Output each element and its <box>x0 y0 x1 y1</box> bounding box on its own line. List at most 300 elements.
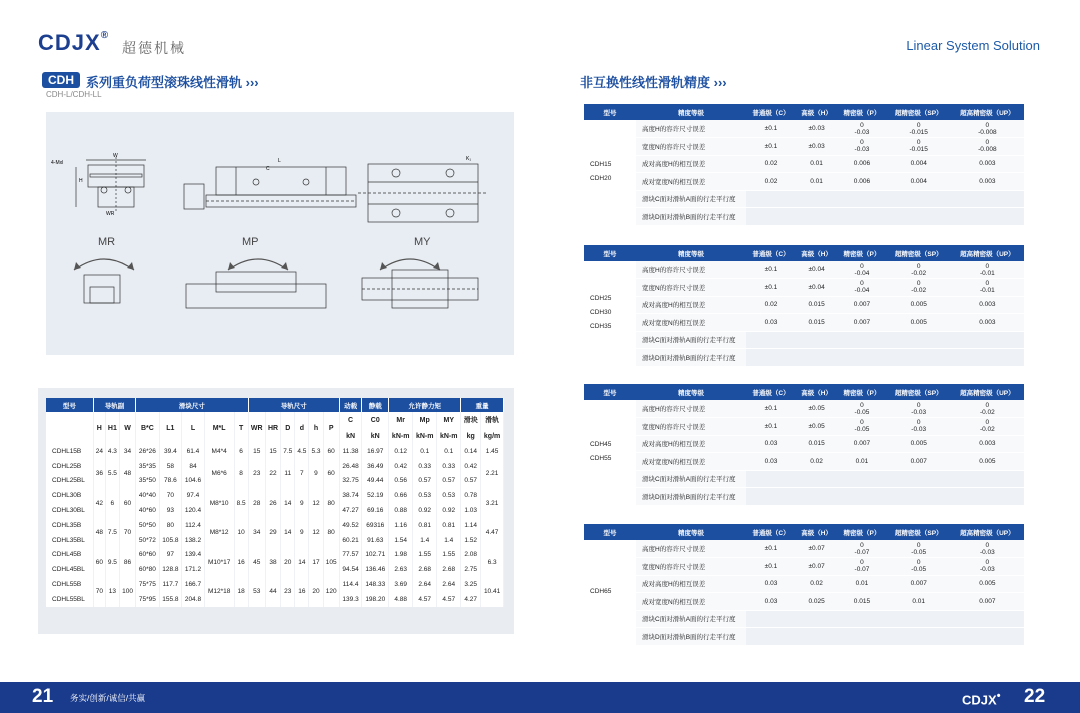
sub-header-cell: Mr <box>389 412 413 428</box>
cell-mp: 0.33 <box>413 459 437 474</box>
precision-empty-cell <box>746 470 1024 488</box>
sub-header-cell: D <box>281 412 295 444</box>
cell-p: 80 <box>323 518 339 548</box>
precision-value: 0.006 <box>837 155 886 173</box>
sub-header-cell: d <box>295 412 309 444</box>
precision-value: 0.015 <box>796 296 837 314</box>
cell-ml: M8*12 <box>204 518 234 548</box>
table-row <box>584 435 1024 453</box>
table-row <box>584 400 1024 418</box>
sub-header-cell: H1 <box>105 412 119 444</box>
cell-mp: 0.81 <box>413 518 437 533</box>
precision-row-label: 高度H的容许尺寸误差 <box>636 261 746 279</box>
logo-chinese: 超德机械 <box>122 40 186 56</box>
cell-rail: 1.45 <box>481 444 504 459</box>
table-row <box>584 208 1024 226</box>
sub-header-cell: 滑块 <box>461 412 481 428</box>
cell-blk: 0.78 <box>461 488 481 503</box>
precision-header-cell: 精密级（P） <box>837 524 886 540</box>
precision-value: ±0.1 <box>746 400 796 418</box>
precision-empty-cell <box>746 208 1024 226</box>
cell-d: 11 <box>281 459 295 489</box>
cell-mp: 2.68 <box>413 562 437 577</box>
page-number-right: 22 <box>1024 686 1046 707</box>
cell-h: 12 <box>309 518 323 548</box>
cell-hr: 22 <box>265 459 280 489</box>
cell-my: 0.81 <box>437 518 461 533</box>
precision-value: 0 -0.05 <box>887 540 951 558</box>
model-group-cell: CDH45 CDH55 <box>584 400 636 505</box>
table-row <box>584 279 1024 297</box>
cell-bc: 50*72 <box>136 533 159 548</box>
cell-blk: 1.03 <box>461 503 481 518</box>
cell-l: 61.4 <box>182 444 205 459</box>
table-row <box>584 349 1024 367</box>
precision-value: 0 -0.05 <box>837 400 886 418</box>
precision-row-label: 高度H的容许尺寸误差 <box>636 540 746 558</box>
label-my: MY <box>414 236 431 248</box>
precision-header-cell: 超精密级（SP） <box>887 104 951 120</box>
cell-w: 48 <box>119 459 135 489</box>
precision-value: ±0.03 <box>796 138 837 156</box>
cell-d: 14 <box>281 518 295 548</box>
precision-header-cell: 高级（H） <box>796 104 837 120</box>
cell-h: 48 <box>93 518 105 548</box>
cell-wr: 53 <box>248 577 265 607</box>
footer-slogan: 务实/创新/诚信/共赢 <box>70 693 146 703</box>
cell-c: 11.38 <box>339 444 362 459</box>
precision-value: ±0.04 <box>796 261 837 279</box>
technical-drawing <box>46 112 514 355</box>
cell-bc: 75*95 <box>136 592 159 607</box>
cell-mp: 0.53 <box>413 488 437 503</box>
precision-value: 0 -0.008 <box>951 138 1024 156</box>
precision-value: ±0.05 <box>796 418 837 436</box>
table-row <box>584 173 1024 191</box>
cell-l: 112.4 <box>182 518 205 533</box>
cell-mr: 0.12 <box>389 444 413 459</box>
precision-value: 0.005 <box>887 435 951 453</box>
table-row <box>584 418 1024 436</box>
cell-c: 77.57 <box>339 548 362 563</box>
spec-table <box>46 398 504 607</box>
precision-value: 0.006 <box>837 173 886 191</box>
cell-hr: 38 <box>265 548 280 578</box>
precision-value: 0 -0.03 <box>887 418 951 436</box>
sub-header-cell: W <box>119 412 135 444</box>
cell-w: 86 <box>119 548 135 578</box>
spec-subheader-row <box>46 412 504 428</box>
precision-value: 0 -0.03 <box>951 540 1024 558</box>
cell-c0: 52.19 <box>362 488 389 503</box>
cell-my: 0.57 <box>437 474 461 489</box>
unit-header-cell: kg/m <box>481 428 504 444</box>
precision-row-label: 滑块D面对滑轨B面的行走平行度 <box>636 488 746 506</box>
sub-header-cell: M*L <box>204 412 234 444</box>
label-l: L <box>278 158 281 164</box>
precision-value: 0.01 <box>837 453 886 471</box>
cell-my: 0.33 <box>437 459 461 474</box>
sub-header-cell: H <box>93 412 105 444</box>
table-row <box>584 138 1024 156</box>
cell-c: 32.75 <box>339 474 362 489</box>
cell-c0: 16.97 <box>362 444 389 459</box>
precision-value: 0.03 <box>746 314 796 332</box>
label-w: W <box>113 153 118 159</box>
cell-t: 8.5 <box>234 488 248 518</box>
label-mr: MR <box>98 236 116 248</box>
precision-value: ±0.05 <box>796 400 837 418</box>
cell-mp: 0.57 <box>413 474 437 489</box>
precision-row-label: 滑块C面对滑轨A面的行走平行度 <box>636 470 746 488</box>
model-group-cell: CDH15 CDH20 <box>584 120 636 225</box>
precision-row-label: 成对宽度N的相互误差 <box>636 453 746 471</box>
cell-l: 97.4 <box>182 488 205 503</box>
cell-c0: 148.33 <box>362 577 389 592</box>
col-static-load: 静载 <box>362 398 389 412</box>
cell-mp: 2.64 <box>413 577 437 592</box>
precision-header-cell: 超精密级（SP） <box>887 384 951 400</box>
cell-my: 0.92 <box>437 503 461 518</box>
precision-header-cell: 精密级（P） <box>837 104 886 120</box>
cell-d: 4.5 <box>295 444 309 459</box>
series-badge: CDH <box>42 72 80 88</box>
cell-my: 2.68 <box>437 562 461 577</box>
cell-h1: 4.3 <box>105 444 119 459</box>
precision-row-label: 滑块C面对滑轨A面的行走平行度 <box>636 190 746 208</box>
cell-c0: 49.44 <box>362 474 389 489</box>
cell-t: 6 <box>234 444 248 459</box>
cell-my: 0.53 <box>437 488 461 503</box>
cell-t: 16 <box>234 548 248 578</box>
precision-header-cell: 精度等级 <box>636 524 746 540</box>
cell-bc: 60*80 <box>136 562 159 577</box>
precision-value: 0 -0.02 <box>887 261 951 279</box>
precision-value: 0 -0.03 <box>887 400 951 418</box>
footer-bar <box>0 682 1080 713</box>
cell-h: 42 <box>93 488 105 518</box>
sub-header-cell: B*C <box>136 412 159 444</box>
cell-c: 26.48 <box>339 459 362 474</box>
precision-value: 0 -0.008 <box>951 120 1024 138</box>
cell-rail: 2.21 <box>481 459 504 489</box>
cell-c0: 36.49 <box>362 459 389 474</box>
cell-h1: 6 <box>105 488 119 518</box>
precision-header-cell: 超高精密级（UP） <box>951 524 1024 540</box>
model-cell: CDHL45B <box>46 548 93 563</box>
cell-my: 1.55 <box>437 548 461 563</box>
precision-value: 0.01 <box>796 155 837 173</box>
unit-header-cell: kN <box>362 428 389 444</box>
precision-header-cell: 精度等级 <box>636 384 746 400</box>
precision-row-label: 成对高度H的相互误差 <box>636 155 746 173</box>
precision-value: 0.015 <box>796 435 837 453</box>
precision-value: 0.003 <box>951 296 1024 314</box>
precision-value: 0 -0.01 <box>951 261 1024 279</box>
cell-my: 1.4 <box>437 533 461 548</box>
cell-d: 7.5 <box>281 444 295 459</box>
cell-bc: 35*50 <box>136 474 159 489</box>
table-row <box>584 628 1024 646</box>
cell-l1: 155.8 <box>159 592 182 607</box>
model-cell: CDHL25BL <box>46 474 93 489</box>
precision-header-cell: 精度等级 <box>636 104 746 120</box>
cell-mr: 0.66 <box>389 488 413 503</box>
precision-row-label: 成对宽度N的相互误差 <box>636 173 746 191</box>
cell-mr: 1.16 <box>389 518 413 533</box>
precision-value: ±0.04 <box>796 279 837 297</box>
cell-c: 60.21 <box>339 533 362 548</box>
cell-c0: 91.63 <box>362 533 389 548</box>
cell-hr: 26 <box>265 488 280 518</box>
cell-mr: 0.42 <box>389 459 413 474</box>
model-group-cell: CDH25 CDH30 CDH35 <box>584 261 636 366</box>
precision-table <box>584 104 1024 226</box>
precision-header-cell: 普通级（C） <box>746 384 796 400</box>
cell-ml: M6*6 <box>204 459 234 489</box>
precision-value: 0.004 <box>887 173 951 191</box>
cell-ml: M4*4 <box>204 444 234 459</box>
precision-row-label: 宽度N的容许尺寸误差 <box>636 138 746 156</box>
cell-blk: 3.25 <box>461 577 481 592</box>
cell-p: 60 <box>323 459 339 489</box>
cell-l1: 70 <box>159 488 182 503</box>
cell-c: 139.3 <box>339 592 362 607</box>
cell-wr: 34 <box>248 518 265 548</box>
precision-value: 0.015 <box>796 314 837 332</box>
precision-row-label: 滑块D面对滑轨B面的行走平行度 <box>636 628 746 646</box>
precision-value: 0 -0.015 <box>887 138 951 156</box>
cell-l1: 93 <box>159 503 182 518</box>
precision-header-cell: 超精密级（SP） <box>887 245 951 261</box>
precision-row-label: 宽度N的容许尺寸误差 <box>636 418 746 436</box>
cell-bc: 75*75 <box>136 577 159 592</box>
cell-mr: 1.98 <box>389 548 413 563</box>
cell-d: 23 <box>281 577 295 607</box>
model-cell: CDHL45BL <box>46 562 93 577</box>
cell-mr: 3.69 <box>389 577 413 592</box>
precision-header-cell: 精度等级 <box>636 245 746 261</box>
precision-header-cell: 型号 <box>584 245 636 261</box>
precision-row-label: 成对高度H的相互误差 <box>636 575 746 593</box>
cell-d: 20 <box>281 548 295 578</box>
precision-value: ±0.1 <box>746 138 796 156</box>
cell-h: 60 <box>93 548 105 578</box>
precision-value: 0.005 <box>887 314 951 332</box>
precision-row-label: 高度H的容许尺寸误差 <box>636 120 746 138</box>
precision-value: 0.007 <box>837 435 886 453</box>
table-row <box>584 540 1024 558</box>
sub-header-cell: L1 <box>159 412 182 444</box>
footer-logo: CDJX• <box>962 690 1001 708</box>
cell-l1: 97 <box>159 548 182 563</box>
precision-value: 0.003 <box>951 435 1024 453</box>
cell-h: 20 <box>309 577 323 607</box>
cell-mr: 0.56 <box>389 474 413 489</box>
cell-l: 120.4 <box>182 503 205 518</box>
precision-empty-cell <box>746 331 1024 349</box>
precision-value: 0.01 <box>837 575 886 593</box>
precision-empty-cell <box>746 190 1024 208</box>
precision-row-label: 宽度N的容许尺寸误差 <box>636 558 746 576</box>
cell-mp: 1.55 <box>413 548 437 563</box>
cell-bc: 26*26 <box>136 444 159 459</box>
cell-l: 138.2 <box>182 533 205 548</box>
precision-value: ±0.1 <box>746 540 796 558</box>
cell-d: 9 <box>295 488 309 518</box>
cell-mp: 4.57 <box>413 592 437 607</box>
precision-value: 0 -0.015 <box>887 120 951 138</box>
cell-mp: 0.1 <box>413 444 437 459</box>
precision-header-cell: 高级（H） <box>796 245 837 261</box>
precision-row-label: 宽度N的容许尺寸误差 <box>636 279 746 297</box>
cell-h1: 7.5 <box>105 518 119 548</box>
precision-header-cell: 超高精密级（UP） <box>951 104 1024 120</box>
col-weight: 重量 <box>461 398 504 412</box>
cell-ml: M10*17 <box>204 548 234 578</box>
precision-value: ±0.1 <box>746 418 796 436</box>
cell-my: 2.64 <box>437 577 461 592</box>
label-h: H <box>79 178 83 184</box>
cell-c: 47.27 <box>339 503 362 518</box>
cell-blk: 0.42 <box>461 459 481 474</box>
sub-header-cell: C <box>339 412 362 428</box>
cell-l1: 80 <box>159 518 182 533</box>
cell-l: 84 <box>182 459 205 474</box>
cell-t: 10 <box>234 518 248 548</box>
cell-bc: 60*60 <box>136 548 159 563</box>
cell-l: 204.8 <box>182 592 205 607</box>
precision-value: 0 -0.03 <box>837 138 886 156</box>
precision-value: ±0.07 <box>796 540 837 558</box>
cell-rail: 3.21 <box>481 488 504 518</box>
cell-c0: 198.20 <box>362 592 389 607</box>
precision-value: 0.01 <box>796 173 837 191</box>
unit-header-cell: kN-m <box>389 428 413 444</box>
cell-bc: 40*40 <box>136 488 159 503</box>
precision-value: 0 -0.04 <box>837 279 886 297</box>
precision-value: 0 -0.02 <box>951 418 1024 436</box>
cell-d: 9 <box>295 518 309 548</box>
cell-mp: 0.92 <box>413 503 437 518</box>
table-row <box>46 459 504 474</box>
table-row <box>584 314 1024 332</box>
cell-l1: 78.6 <box>159 474 182 489</box>
precision-value: 0.007 <box>951 593 1024 611</box>
cell-w: 100 <box>119 577 135 607</box>
precision-row-label: 成对高度H的相互误差 <box>636 296 746 314</box>
cell-hr: 15 <box>265 444 280 459</box>
model-cell: CDHL15B <box>46 444 93 459</box>
model-group-cell: CDH65 <box>584 540 636 645</box>
sub-header-cell <box>46 412 93 444</box>
label-mp: MP <box>242 236 259 248</box>
sub-header-cell: WR <box>248 412 265 444</box>
precision-value: ±0.1 <box>746 279 796 297</box>
unit-header-cell: kN <box>339 428 362 444</box>
col-rail-pair: 导轨副 <box>93 398 135 412</box>
cell-wr: 28 <box>248 488 265 518</box>
cell-rail: 10.41 <box>481 577 504 607</box>
unit-header-cell: kg <box>461 428 481 444</box>
precision-empty-cell <box>746 349 1024 367</box>
sub-header-cell: C0 <box>362 412 389 428</box>
cell-my: 0.1 <box>437 444 461 459</box>
precision-value: 0.007 <box>887 453 951 471</box>
cell-h: 24 <box>93 444 105 459</box>
cell-blk: 2.75 <box>461 562 481 577</box>
cell-w: 60 <box>119 488 135 518</box>
label-mxl: 4-Mxl <box>51 160 64 166</box>
model-cell: CDHL55B <box>46 577 93 592</box>
cell-h1: 9.5 <box>105 548 119 578</box>
label-k1: K₁ <box>466 156 472 162</box>
brand-tagline: Linear System Solution <box>906 38 1040 53</box>
precision-value: 0.005 <box>951 453 1024 471</box>
label-wr: WR <box>106 211 115 217</box>
precision-header-cell: 型号 <box>584 524 636 540</box>
table-row <box>46 548 504 563</box>
precision-value: 0.01 <box>887 593 951 611</box>
model-cell: CDHL35BL <box>46 533 93 548</box>
precision-value: 0.007 <box>837 314 886 332</box>
cell-ml: M8*10 <box>204 488 234 518</box>
unit-header-cell: kN-m <box>437 428 461 444</box>
cell-mr: 0.88 <box>389 503 413 518</box>
cell-wr: 45 <box>248 548 265 578</box>
precision-row-label: 成对宽度N的相互误差 <box>636 593 746 611</box>
cell-l: 104.6 <box>182 474 205 489</box>
cell-c: 94.54 <box>339 562 362 577</box>
model-cell: CDHL25B <box>46 459 93 474</box>
precision-value: ±0.1 <box>746 558 796 576</box>
table-row <box>584 575 1024 593</box>
cell-p: 80 <box>323 488 339 518</box>
cell-l1: 117.7 <box>159 577 182 592</box>
precision-header-cell: 普通级（C） <box>746 524 796 540</box>
table-row <box>584 470 1024 488</box>
precision-value: 0.005 <box>951 575 1024 593</box>
cell-wr: 23 <box>248 459 265 489</box>
sub-header-cell: L <box>182 412 205 444</box>
cell-p: 105 <box>323 548 339 578</box>
cell-p: 60 <box>323 444 339 459</box>
precision-value: 0.02 <box>796 575 837 593</box>
sub-header-cell: 滑轨 <box>481 412 504 428</box>
cell-mr: 2.63 <box>389 562 413 577</box>
cell-blk: 0.57 <box>461 474 481 489</box>
precision-header-cell: 型号 <box>584 104 636 120</box>
logo: CDJX® <box>38 30 110 55</box>
cell-l: 166.7 <box>182 577 205 592</box>
sub-header-cell: P <box>323 412 339 444</box>
precision-value: 0.005 <box>887 296 951 314</box>
precision-value: 0 -0.07 <box>837 540 886 558</box>
cell-c: 49.52 <box>339 518 362 533</box>
cell-wr: 15 <box>248 444 265 459</box>
cell-c0: 102.71 <box>362 548 389 563</box>
precision-value: 0 -0.07 <box>837 558 886 576</box>
cell-h: 17 <box>309 548 323 578</box>
cell-w: 70 <box>119 518 135 548</box>
unit-header-cell: kN-m <box>413 428 437 444</box>
precision-table <box>584 384 1024 506</box>
col-static-moment: 允许静力矩 <box>389 398 461 412</box>
cell-d: 14 <box>295 548 309 578</box>
cell-c0: 69316 <box>362 518 389 533</box>
precision-value: 0.03 <box>746 453 796 471</box>
precision-value: 0.007 <box>887 575 951 593</box>
